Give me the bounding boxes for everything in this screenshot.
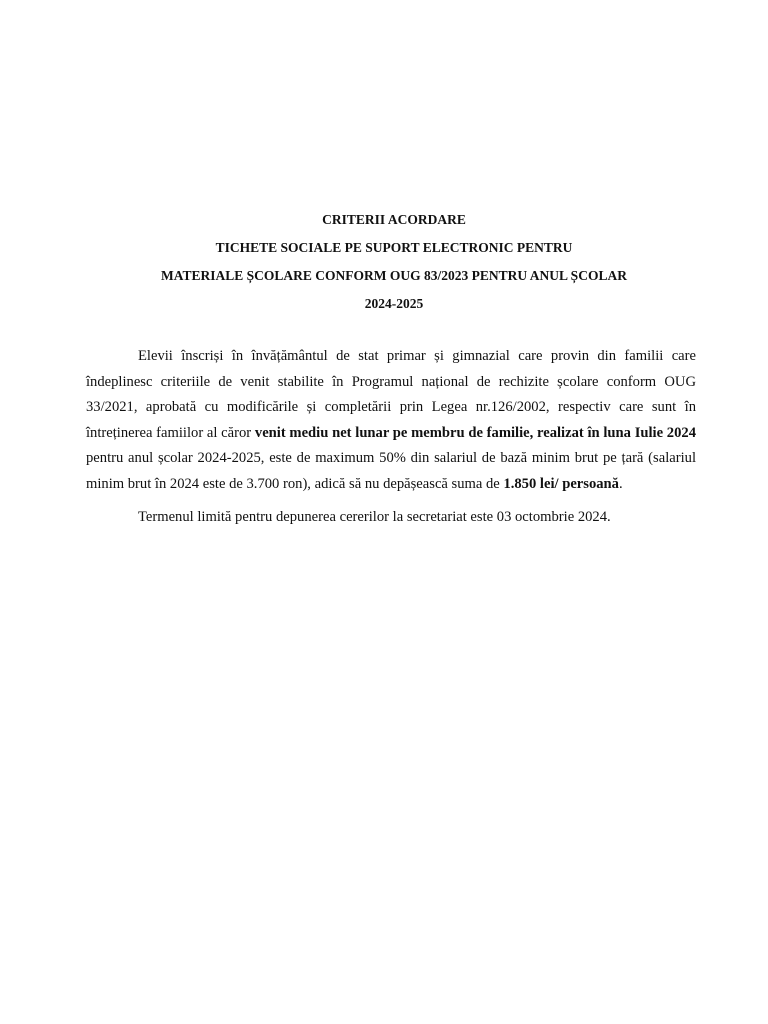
title-line-2: TICHETE SOCIALE PE SUPORT ELECTRONIC PENTRU (215, 240, 573, 255)
title-line-3: MATERIALE ȘCOLARE CONFORM OUG 83/2023 PENTRU ANUL ȘCOLAR (161, 268, 627, 283)
deadline-paragraph: Termenul limită pentru depunerea cererilor la secretariat este 03 octombrie 2024. (138, 509, 611, 525)
paragraph1-text-e: . (618, 475, 623, 492)
title-line-1: CRITERII ACORDARE (322, 212, 466, 227)
paragraph1-bold-income: venit mediu net lunar pe membru de familie, realizat în luna Iulie 2024 (254, 424, 696, 441)
paragraph1-bold-amount: 1.850 lei/ persoană (503, 475, 619, 492)
paragraph1-text-a: Elevii înscriși în învățământul de stat primar și gimnazial care provin din familii care îndeplinesc criteriile de venit stabilite în Programul național de rechizite școlare conform OUG 33/2021, aprobată cu modificările și completării prin Legea nr.126/2002, respectiv care sunt în întreținerea famiilor al căror (86, 348, 696, 441)
title-line-4: 2024-2025 (364, 296, 424, 311)
paragraph1-text-c: pentru anul școlar 2024-2025, este de maximum 50% din salariul de bază minim brut pe țară (salariul minim brut în 2024 este de 3.700 ron), adică să nu depășească suma de (86, 450, 696, 492)
document-body (86, 344, 696, 531)
eligibility-paragraph (86, 344, 696, 497)
document-title (80, 206, 708, 318)
